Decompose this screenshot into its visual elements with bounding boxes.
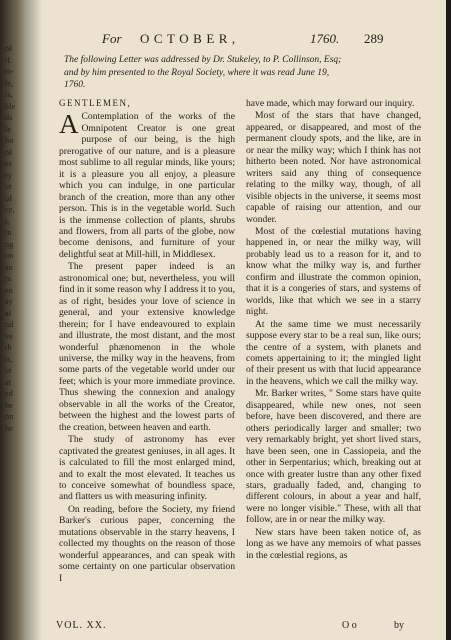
previous-page-fragment: le, xyxy=(5,78,14,88)
paragraph: On reading, before the Society, my friend Barker's curious paper, concerning the mutations observable in the starry heavens, I collected my thoughts on the reason of those wonderful appearances, and can speak with some certainty on one particular observation I xyxy=(59,503,235,584)
previous-page-fragment: rs xyxy=(5,274,12,283)
previous-page-fragment: an xyxy=(5,262,13,272)
right-column xyxy=(246,98,421,562)
previous-page-fragment: he xyxy=(5,423,13,433)
book-page xyxy=(24,0,446,640)
previous-page-fragment: if. xyxy=(5,55,13,65)
previous-page-fragment: ce, xyxy=(5,205,15,214)
previous-page-fragment: le xyxy=(5,124,12,134)
volume-label: VOL. XX. xyxy=(56,620,107,631)
paragraph: Contemplation of the works of the Omnipotent Creator is one great purpose of our being, is the high prerogative of our nature, and is a pleasure most sublime to all regular minds, like yours; it is a pleasure you all enjoy, a pleasure which you can indulge, in one particular branch of the creation, more than any other person. This is in the vegetable world. Such is the immense collection of plants, shrubs and flowers, from all parts of the globe, now become denisons, and furniture of your delightful seat at Mill-hill, in Middlesex. xyxy=(59,111,235,260)
previous-page-fragment: of xyxy=(5,44,13,53)
left-column xyxy=(59,98,235,585)
previous-page-fragment: ay xyxy=(5,297,13,306)
catchword: by xyxy=(394,620,404,631)
previous-page-fragment: be xyxy=(5,400,13,410)
paragraph: At the same time we must necessarily suppose every star to be a real sun, like ours; the centre of a system, with planets and comets appertaining to it; the mingled light of their present us with that lucid appearance in the heavens, which we call the milky way. xyxy=(246,318,421,387)
previous-page-fragment: on xyxy=(5,412,14,421)
letter-intro xyxy=(64,54,416,92)
previous-page-fragment: in xyxy=(5,228,12,237)
page-number: 289 xyxy=(364,31,384,46)
intro-line: 1760. xyxy=(64,80,86,90)
previous-page-fragment: ut xyxy=(5,366,12,375)
previous-page-fragment: th xyxy=(5,343,12,352)
previous-page-fragment: ve xyxy=(5,331,13,341)
greeting: GENTLEMEN, xyxy=(59,98,132,108)
paragraph: Most of the stars that have changed, appeared, or disappeared, and most of the permanent cloudy spots, and the like, are in or near the milky way; which I think has not hitherto been noted. Nor have astronomical writers said any thing of consequence relating to the milky way, though, of all visible objects in the universe, it seems most capable of raising our attention, and our wonder. xyxy=(246,110,421,225)
paragraph: have made, which may forward our inquiry. xyxy=(246,98,415,109)
intro-line: The following Letter was addressed by Dr. Stukeley, to P. Collinson, Esq; xyxy=(64,55,342,65)
header-for: For xyxy=(102,31,122,46)
previous-page-fragment: ble xyxy=(5,101,16,111)
signature-mark: O o xyxy=(342,620,357,631)
header-month: OCTOBER, xyxy=(140,31,240,46)
previous-page-fragment: en xyxy=(5,285,13,295)
running-header xyxy=(24,31,446,47)
previous-page-fragment: of xyxy=(5,193,13,203)
previous-page-fragment: at xyxy=(5,377,12,387)
previous-page-fragment: ry xyxy=(5,170,13,180)
previous-page-edge xyxy=(0,0,24,640)
previous-page-fragment: l, xyxy=(5,216,10,226)
previous-page-fragment: ds xyxy=(5,113,13,122)
gutter-shadow xyxy=(24,0,42,640)
previous-page-fragment: ng xyxy=(5,239,14,249)
paragraph: Mr. Barker writes, " Some stars have quite disappeared, while new ones, not seen before, have been discovered, and there are others periodically larger and smaller; two very remarkably bright, yet short lived stars, have been seen, one in Cassiopeia, and the other in Serpentarius; which, breaking out at once with greater lustre than any other fixed stars, gradually faded, and, changing to different colours, in about a year and half, were no longer visible." These, with all that follow, are in or near the milky way. xyxy=(246,388,421,526)
previous-page-fragment: al xyxy=(5,308,12,318)
previous-page-fragment: ls, xyxy=(5,90,13,99)
previous-page-fragment: on xyxy=(5,251,14,260)
paragraph: The present paper indeed is an astronomical one; but, nevertheless, you will find in it some reason why I address it to you, as of right, besides your love of science in general, and your extensive knowledge therein; for I have endeavoured to explain and illustrate, the most distant, and the most wonderful phænomenon in the whole universe, the milky way in the heavens, from some parts of the vegetable world under our feet; which is your more immediate province. Thus shewing the connexion and analogy observable in all the works of the Creator, between the highest and the lowest parts of the creation, between heaven and earth. xyxy=(59,261,235,433)
previous-page-fragment: ho xyxy=(5,136,14,145)
header-year: 1760. xyxy=(310,31,340,46)
paragraph: New stars have been taken notice of, as long as we have any memoirs of what passes in the cœlestial regions, as xyxy=(246,526,421,561)
paragraph: The study of astronomy has ever captivated the greatest geniuses, in all ages. It is calculated to fill the most enlarged mind, and to exalt the most elevated. It teaches us to conceive somewhat of boundless space, and flatters us with measuring infinity. xyxy=(59,434,235,503)
intro-line: and by him presented to the Royal Society, where it was read June 19, xyxy=(64,67,330,78)
previous-page-fragment: ed xyxy=(5,389,13,398)
paragraph: Most of the cœlestial mutations having happened in, or near the milky way, will probably lead us to a reason for it, and to know what the milky way is, and further confirm and illustrate the common opinion, that it is a congeries of stars, and systems of worlds, like that which we see in a starry night. xyxy=(246,225,421,318)
previous-page-fragment: of xyxy=(5,147,13,157)
previous-page-fragment: ut xyxy=(5,182,12,191)
previous-page-fragment: to- xyxy=(5,67,15,76)
previous-page-fragment: is, xyxy=(5,354,13,364)
page-footer xyxy=(24,620,446,634)
previous-page-fragment: es xyxy=(5,159,13,168)
previous-page-fragment: nd xyxy=(5,320,14,329)
drop-cap: A xyxy=(59,109,79,140)
